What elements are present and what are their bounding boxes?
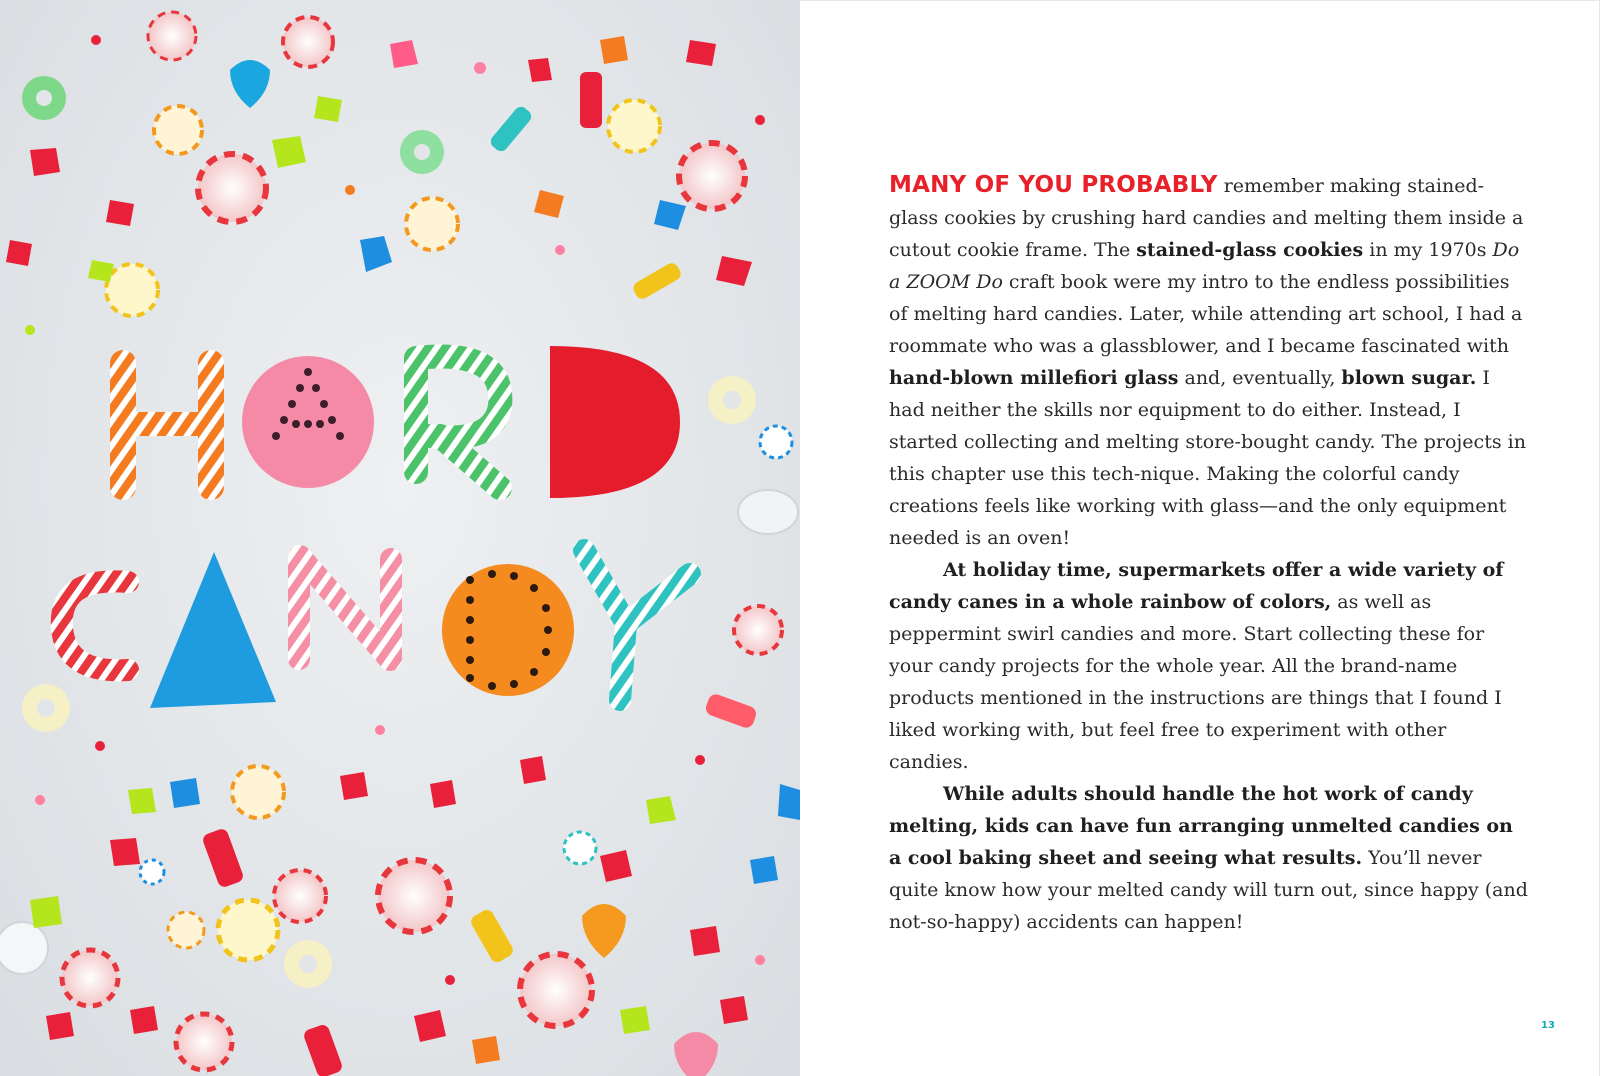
body-text: [889, 169, 1529, 938]
p1-text-4: and, eventually,: [1178, 367, 1342, 389]
paragraph-1: [889, 169, 1529, 554]
p1-italic-book-title: Do a ZOOM Do: [889, 239, 1520, 293]
letter-a: [242, 356, 374, 488]
p2-bold-1: At holiday time, supermarkets offer a wide variety of candy canes in a whole rainbow of colors,: [889, 559, 1504, 613]
p3-text-1: You’ll never quite know how your melted candy will turn out, since happy (and not-so-happy) accidents can happen!: [889, 847, 1528, 933]
p2-text-1: as well as peppermint swirl candies and more. Start collecting these for your candy projects for the whole year. All the brand-name products mentioned in the instructions are things that I found I liked working with, but feel free to experiment with other candies.: [889, 591, 1502, 773]
p1-bold-3: blown sugar.: [1341, 367, 1477, 389]
letter-d: [550, 346, 680, 498]
scattered-candies-bottom: [0, 426, 800, 1076]
p1-text-2: in my 1970s: [1363, 239, 1493, 261]
page-number: 13: [1541, 1020, 1555, 1031]
p1-bold-1: stained-glass cookies: [1136, 239, 1364, 261]
letter-r: [404, 350, 500, 488]
letter-n: [288, 548, 402, 670]
letter-d2: [442, 564, 574, 696]
letter-a2: [150, 552, 276, 708]
p1-text-1: remember making stained-glass cookies by crushing hard candies and melting them inside a cutout cookie frame. The: [889, 175, 1524, 261]
letter-c: [62, 581, 128, 670]
paragraph-3: [889, 778, 1529, 938]
p3-bold-1: While adults should handle the hot work of candy melting, kids can have fun arranging unmelted candies on a cool baking sheet and seeing what results.: [889, 783, 1513, 869]
letter-y: [584, 550, 690, 700]
text-page: [800, 0, 1600, 1076]
lead-in-heading: MANY OF YOU PROBABLY: [889, 172, 1218, 198]
p1-text-3: craft book were my intro to the endless possibilities of melting hard candies. Later, while attending art school, I had a roommate who was a glassblower, and I became fascinated with: [889, 271, 1523, 357]
p1-bold-2: hand-blown millefiori glass: [889, 367, 1179, 389]
letter-h: [110, 350, 224, 500]
paragraph-2: [889, 554, 1529, 778]
p1-text-5: I had neither the skills nor equipment to do either. Instead, I started collecting and melting store-bought candy. The projects in this chapter use this tech-nique. Making the colorful candy creations feels like working with glass—and the only equipment needed is an oven!: [889, 367, 1526, 549]
